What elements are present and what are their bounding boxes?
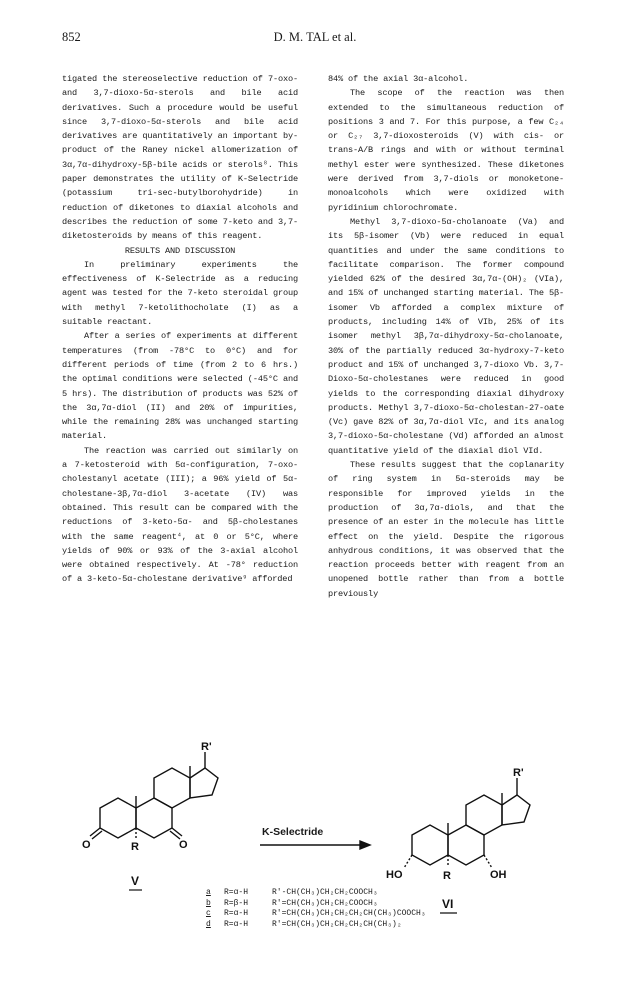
legend-tag: b <box>206 898 211 908</box>
legend-row <box>206 899 426 910</box>
section-heading: RESULTS AND DISCUSSION <box>124 245 236 256</box>
legend-r-prime: R'=CH(CH₃)CH₂CH₂COOCH₃ <box>272 898 378 908</box>
paragraph: 84% of the axial 3α-alcohol. <box>328 74 469 84</box>
page-number: 852 <box>62 30 81 44</box>
steroid-v-structure <box>90 752 218 839</box>
substituent-legend <box>206 888 426 930</box>
compound-v-label: V <box>131 874 140 888</box>
steroid-vi-structure <box>404 778 530 868</box>
r-label-v: R <box>131 841 139 853</box>
paragraph: In preliminary experiments the effectiveness of K-Selectride as a reducing agent was tested for the 7-keto steroidal group with methyl 7-ketolithocholate (I) as a suitable reactant. <box>62 259 298 328</box>
legend-r: R=α-H <box>224 919 249 929</box>
paragraph: tigated the stereoselective reduction of 7-oxo- and 3,7-dioxo-5α-sterols and bile acid derivatives. Such a procedure would be useful since 3,7-dioxo-5α-sterols and bile acid derivatives are quantitatively an important by-product of the Raney nickel allomerization of 3α,7α-dihydroxy-5β-bile acids or sterols⁸. This paper demonstrates the utility of K-Selectride (potassium tri-sec-butylborohydride) in reduction of diketones to diaxial alcohols and describes the reduction of some 7-keto and 3,7-diketosteroids by means of this reagent. <box>62 74 298 242</box>
oxygen-label: O <box>179 839 188 851</box>
paragraph: After a series of experiments at different temperatures (from -78°C to 0°C) and for different periods of time (from 2 to 6 hrs.) the optimal conditions were selected (-45°C and 5 hrs). The distribution of products was 52% of the 3α,7α-diol (II) and 20% of impurities, while the remaining 28% was unchanged starting material. <box>62 331 298 442</box>
paragraph: The scope of the reaction was then extended to the simultaneous reduction of positions 3 and 7. For this purpose, a few C₂₄ or C₂₇ 3,7-dioxosteroids (V) with cis- or trans-A/B rings and with or without terminal methyl ester were synthesized. These diketones were derived from 3,7-diols or monoketone-monoalcohols which were oxidized with pyridinium chlorochromate. <box>328 88 564 213</box>
r-label-vi: R <box>443 870 451 882</box>
right-column <box>328 72 564 601</box>
reaction-arrow <box>260 841 370 849</box>
r-prime-label-v: R' <box>201 741 212 753</box>
reaction-scheme <box>60 740 570 990</box>
oh-label: OH <box>490 869 507 881</box>
paragraph: Methyl 3,7-dioxo-5α-cholanoate (Va) and its 5β-isomer (Vb) were reduced in equal quantities and under the same conditions to facilitate comparison. The former compound yielded 62% of the desired 3α,7α-(OH)₂ (VIa), and 15% of unchanged starting material. The 5β-isomer Vb afforded a complex mixture of products, including 14% of VIb, 25% of its isomer methyl 3β,7α-dihydroxy-5α-cholanoate, 30% of the partially reduced 3α-hydroxy-7-keto product and 15% of unchanged 3,7-dioxo Vb. 3,7-Dioxo-5α-cholestanes were reduced in good yields to the corresponding diaxial dihydroxy products. Methyl 3,7-dioxo-5α-cholestan-27-oate (Vc) gave 82% of 3α,7α-diol VIc, and its analog 3,7-dioxo-5α-cholestane (Vd) afforded an almost quantitative yield of the diaxial diol VId. <box>328 216 564 456</box>
oxygen-label: O <box>82 839 91 851</box>
legend-r: R=β-H <box>224 898 249 908</box>
legend-row <box>206 888 426 899</box>
legend-row <box>206 920 426 931</box>
reagent-label: K-Selectride <box>262 826 324 838</box>
legend-row <box>206 909 426 920</box>
paragraph: These results suggest that the coplanarity of ring system in 5α-steroids may be responsible for improved yields in the production of 3α,7α-diols, and that the presence of an ester in the molecule has little effect on the yield. Despite the rigorous anhydrous conditions, it was observed that the reaction proceeds better with reagent from an unopened bottle rather than from a bottle previously <box>328 460 564 599</box>
r-prime-label-vi: R' <box>513 767 524 779</box>
page-header <box>62 30 568 50</box>
compound-vi-label: VI <box>442 897 454 911</box>
ho-label: HO <box>386 869 403 881</box>
legend-r: R=α-H <box>224 888 249 897</box>
left-column <box>62 72 298 587</box>
legend-tag: a <box>206 888 211 897</box>
legend-tag: d <box>206 919 211 929</box>
legend-r-prime: R'=CH(CH₃)CH₂CH₂CH₂CH(CH₃)₂ <box>272 919 402 929</box>
reaction-scheme-drawing <box>60 740 570 990</box>
running-head: D. M. TAL et al. <box>273 30 357 44</box>
legend-r-prime: R'-CH(CH₃)CH₂CH₂COOCH₃ <box>272 888 378 897</box>
legend-tag: c <box>206 909 211 918</box>
legend-r-prime: R'=CH(CH₃)CH₂CH₂CH₂CH(CH₃)COOCH₃ <box>272 909 426 918</box>
legend-r: R=α-H <box>224 909 249 918</box>
paragraph: The reaction was carried out similarly on a 7-ketosteroid with 5α-configuration, 7-oxo-cholestanyl acetate (III); a 96% yield of 5α-cholestane-3β,7α-diol 3-acetate (IV) was obtained. This result can be compared with the reductions of 3-keto-5α- and 5β-cholestanes with the same reagent⁴, at 0 or 5°C, where yields of 90% or 93% of the 3-axial alcohol were obtained respectively. At -78° reduction of a 3-keto-5α-cholestane derivative⁹ afforded <box>62 445 298 585</box>
